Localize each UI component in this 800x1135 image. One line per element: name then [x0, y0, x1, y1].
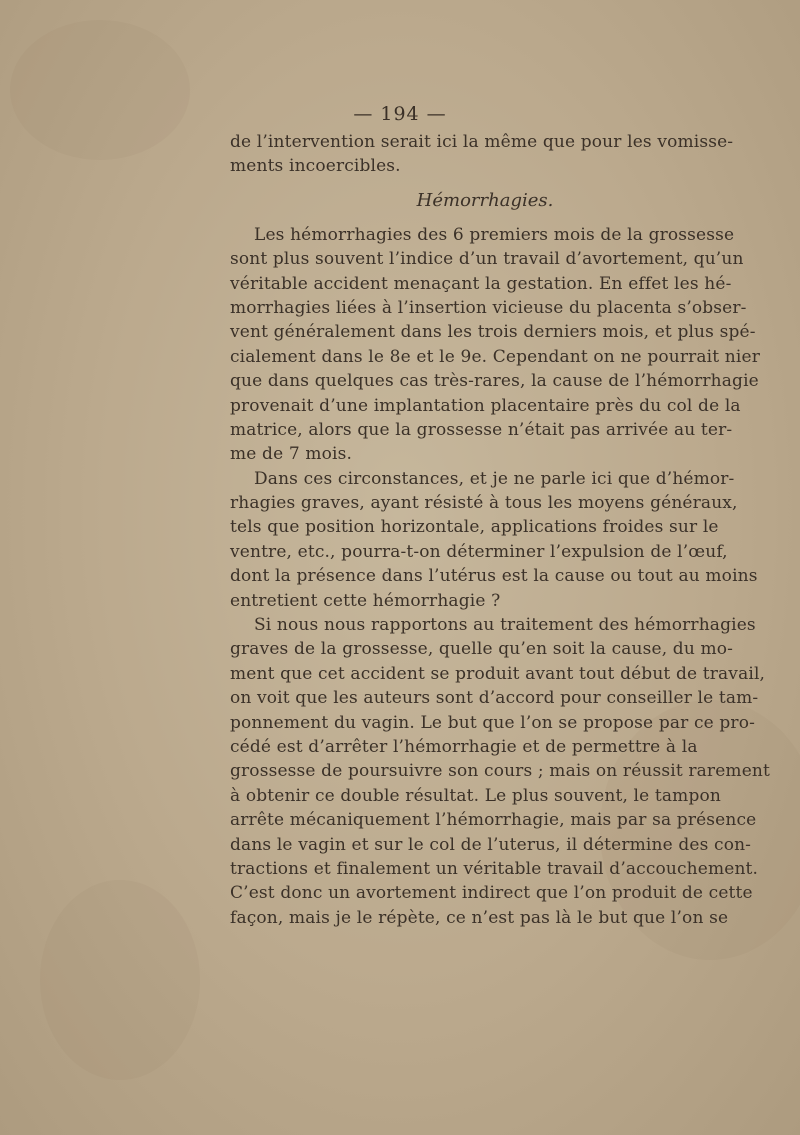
text-line: tractions et finalement un véritable travail d’accouchement.: [230, 858, 759, 879]
text-line: graves de la grossesse, quelle qu’en soit la cause, du mo-: [230, 639, 734, 660]
text-line: entretient cette hémorrhagie ?: [230, 590, 501, 611]
text-line: rhagies graves, ayant résisté à tous les moyens généraux,: [230, 493, 738, 514]
text-line: véritable accident menaçant la gestation. En effet les hé-: [230, 273, 732, 294]
text-line: grossesse de poursuivre son cours ; mais on réussit rarement: [230, 761, 770, 782]
text-line: arrête mécaniquement l’hémorrhagie, mais par sa présence: [230, 810, 757, 831]
text-line: ventre, etc., pourra-t-on déterminer l’expulsion de l’œuf,: [230, 541, 728, 562]
text-line: Si nous nous rapportons au traitement des hémorrhagies: [254, 615, 756, 636]
text-line: provenait d’une implantation placentaire près du col de la: [230, 395, 741, 416]
text-line: C’est donc un avortement indirect que l’on produit de cette: [230, 883, 753, 904]
body-text: [230, 130, 770, 930]
paragraph: [230, 223, 760, 467]
text-line: morrhagies liées à l’insertion vicieuse du placenta s’obser-: [230, 297, 747, 318]
text-line: dans le vagin et sur le col de l’uterus, il détermine des con-: [230, 834, 752, 855]
text-line: de l’intervention serait ici la même que pour les vomisse-: [230, 132, 734, 152]
text-line: Les hémorrhagies des 6 premiers mois de la grossesse: [254, 224, 735, 245]
text-line: à obtenir ce double résultat. Le plus souvent, le tampon: [230, 785, 721, 806]
text-line: façon, mais je le répète, ce n’est pas là le but que l’on se: [230, 907, 729, 928]
text-line: matrice, alors que la grossesse n’était pas arrivée au ter-: [230, 419, 733, 440]
text-line: cédé est d’arrêter l’hémorrhagie et de permettre à la: [230, 736, 698, 757]
text-line: que dans quelques cas très-rares, la cause de l’hémorrhagie: [230, 371, 759, 392]
paper-stain: [10, 20, 190, 160]
paragraph: [230, 613, 770, 930]
text-line: Dans ces circonstances, et je ne parle ici que d’hémor-: [254, 468, 735, 489]
paragraph: [230, 467, 758, 613]
paper-stain: [40, 880, 200, 1080]
text-line: ponnement du vagin. Le but que l’on se propose par ce pro-: [230, 712, 755, 733]
text-line: ments incoercibles.: [230, 156, 401, 177]
text-line: tels que position horizontale, applications froides sur le: [230, 517, 719, 538]
text-line: cialement dans le 8e et le 9e. Cependant on ne pourrait nier: [230, 346, 760, 367]
text-line: vent généralement dans les trois derniers mois, et plus spé-: [230, 322, 756, 343]
page-number: — 194 —: [353, 103, 447, 125]
text-line: sont plus souvent l’indice d’un travail d’avortement, qu’un: [230, 249, 744, 270]
text-line: on voit que les auteurs sont d’accord pour conseiller le tam-: [230, 688, 759, 709]
text-line: ment que cet accident se produit avant tout début de travail,: [230, 663, 766, 684]
section-title: Hémorrhagies.: [416, 189, 554, 211]
text-line: dont la présence dans l’utérus est la cause ou tout au moins: [230, 566, 758, 587]
text-line: me de 7 mois.: [230, 444, 353, 465]
